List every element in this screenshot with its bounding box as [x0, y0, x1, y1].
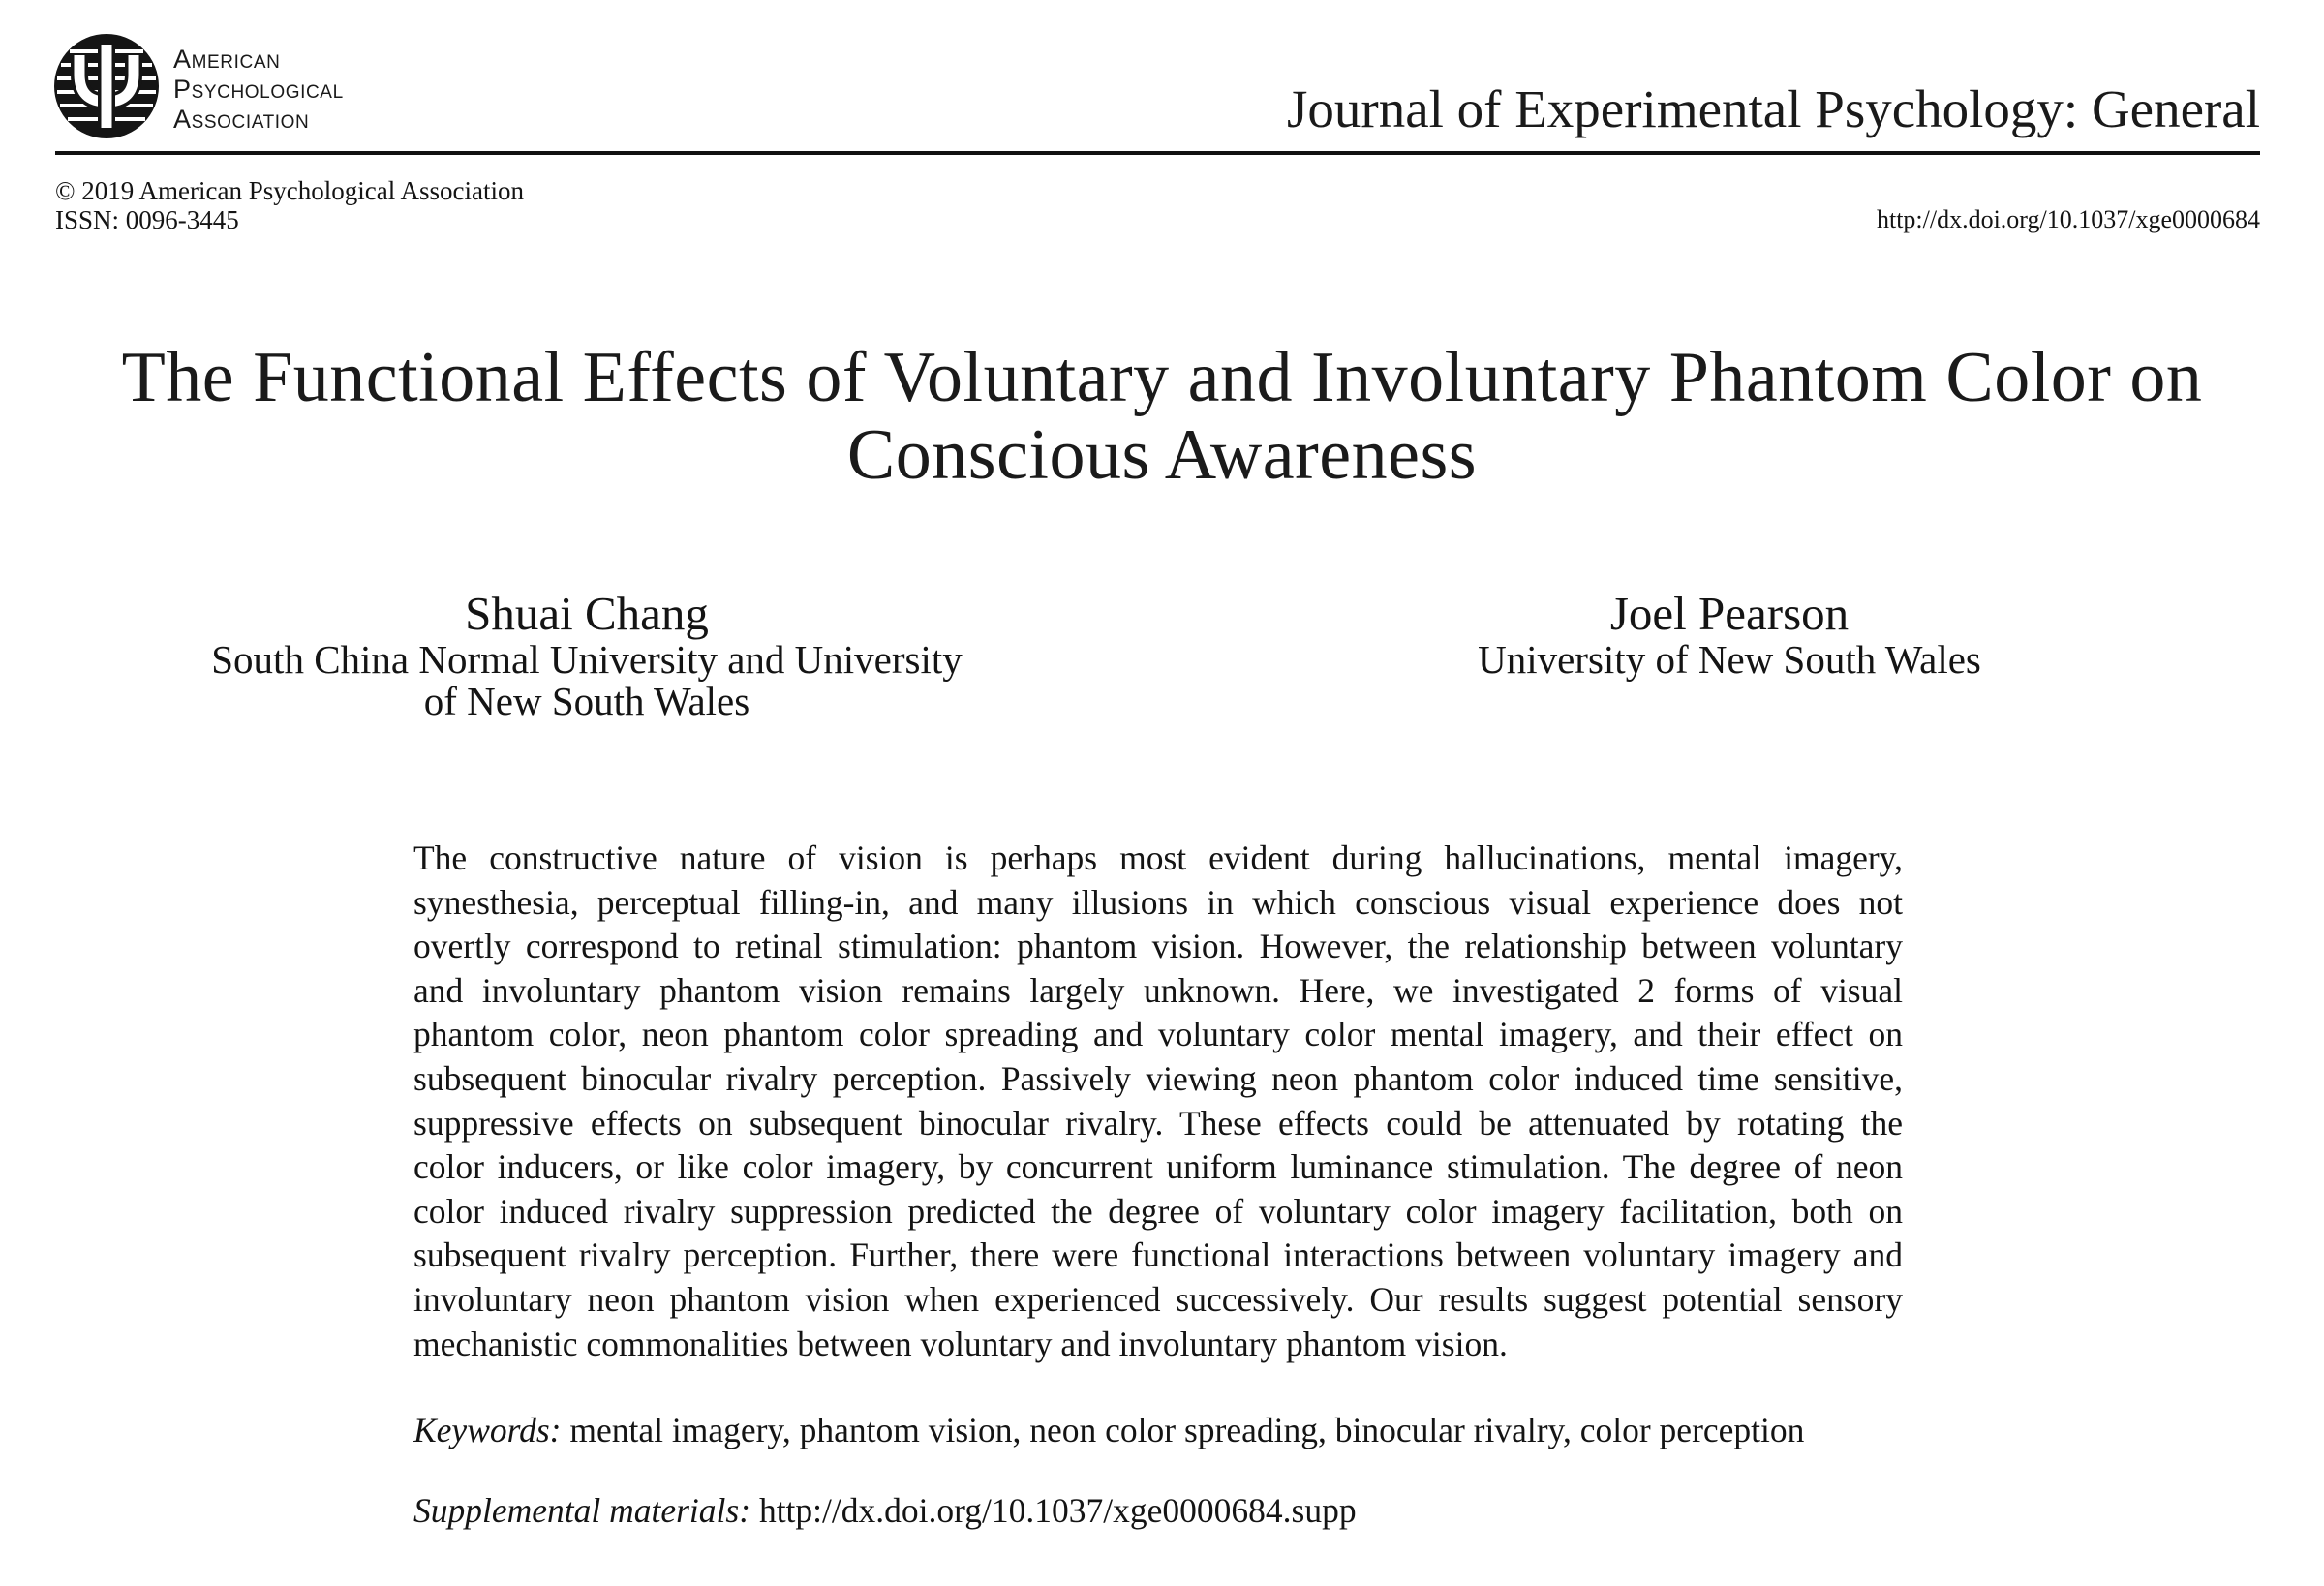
abstract-line: color inducers, or like color imagery, by concurrent uniform luminance stimulation. The degree of neon	[413, 1147, 1903, 1187]
abstract-line: and involuntary phantom vision remains largely unknown. Here, we investigated 2 forms of visual	[413, 970, 1903, 1010]
author-name: Shuai Chang	[465, 587, 709, 640]
doi-link[interactable]: http://dx.doi.org/10.1037/xge0000684	[1876, 205, 2260, 233]
abstract-line: mechanistic commonalities between voluntary and involuntary phantom vision.	[413, 1324, 1508, 1363]
article-title-line: Conscious Awareness	[846, 415, 1478, 495]
author-affiliation: University of New South Wales	[1478, 637, 1981, 682]
keywords-text: mental imagery, phantom vision, neon color spreading, binocular rivalry, color perception	[569, 1411, 1805, 1449]
author-affiliation: South China Normal University and University	[211, 637, 963, 682]
logo-line-association: Association	[173, 105, 310, 134]
abstract-line: subsequent binocular rivalry perception. Passively viewing neon phantom color induced time sensitive,	[413, 1058, 1903, 1098]
abstract	[413, 837, 1903, 1366]
copyright-notice: © 2019 American Psychological Association	[55, 176, 524, 205]
keywords-label: Keywords:	[413, 1411, 562, 1449]
publisher-logo-text	[173, 45, 344, 135]
abstract-line: involuntary neon phantom vision when experienced successively. Our results suggest potential sensory	[413, 1279, 1903, 1319]
logo-line-psychological: Psychological	[173, 75, 344, 104]
header-divider	[55, 151, 2260, 155]
abstract-line: The constructive nature of vision is perhaps most evident during hallucinations, mental imagery,	[413, 839, 1903, 877]
journal-title: Journal of Experimental Psychology: General	[1286, 79, 2260, 138]
copyright-block	[55, 176, 524, 234]
issn: ISSN: 0096-3445	[55, 205, 239, 234]
author-block-2	[1245, 589, 2214, 681]
author-block-1	[103, 589, 1071, 722]
abstract-line: phantom color, neon phantom color spreading and voluntary color mental imagery, and their effect on	[413, 1015, 1903, 1054]
apa-psi-logo-icon	[52, 32, 161, 140]
author-affiliation: of New South Wales	[423, 679, 750, 723]
abstract-line: subsequent rivalry perception. Further, there were functional interactions between voluntary imagery and	[413, 1235, 1903, 1275]
keywords	[413, 1409, 1903, 1453]
abstract-line: suppressive effects on subsequent binocular rivalry. These effects could be attenuated by rotating the	[413, 1103, 1903, 1143]
supplemental-materials	[413, 1489, 1903, 1534]
supplemental-link[interactable]: http://dx.doi.org/10.1037/xge0000684.supp	[758, 1491, 1357, 1530]
logo-line-american: American	[173, 45, 281, 74]
article-title	[0, 339, 2324, 494]
abstract-line: synesthesia, perceptual filling-in, and many illusions in which conscious visual experience does not	[413, 882, 1903, 922]
author-name: Joel Pearson	[1609, 587, 1850, 640]
supplemental-label: Supplemental materials:	[413, 1491, 751, 1530]
abstract-line: color induced rivalry suppression predicted the degree of voluntary color imagery facilitation, both on	[413, 1191, 1903, 1231]
article-title-line: The Functional Effects of Voluntary and Involuntary Phantom Color on	[121, 338, 2203, 417]
abstract-line: overtly correspond to retinal stimulation: phantom vision. However, the relationship between voluntary	[413, 927, 1903, 966]
